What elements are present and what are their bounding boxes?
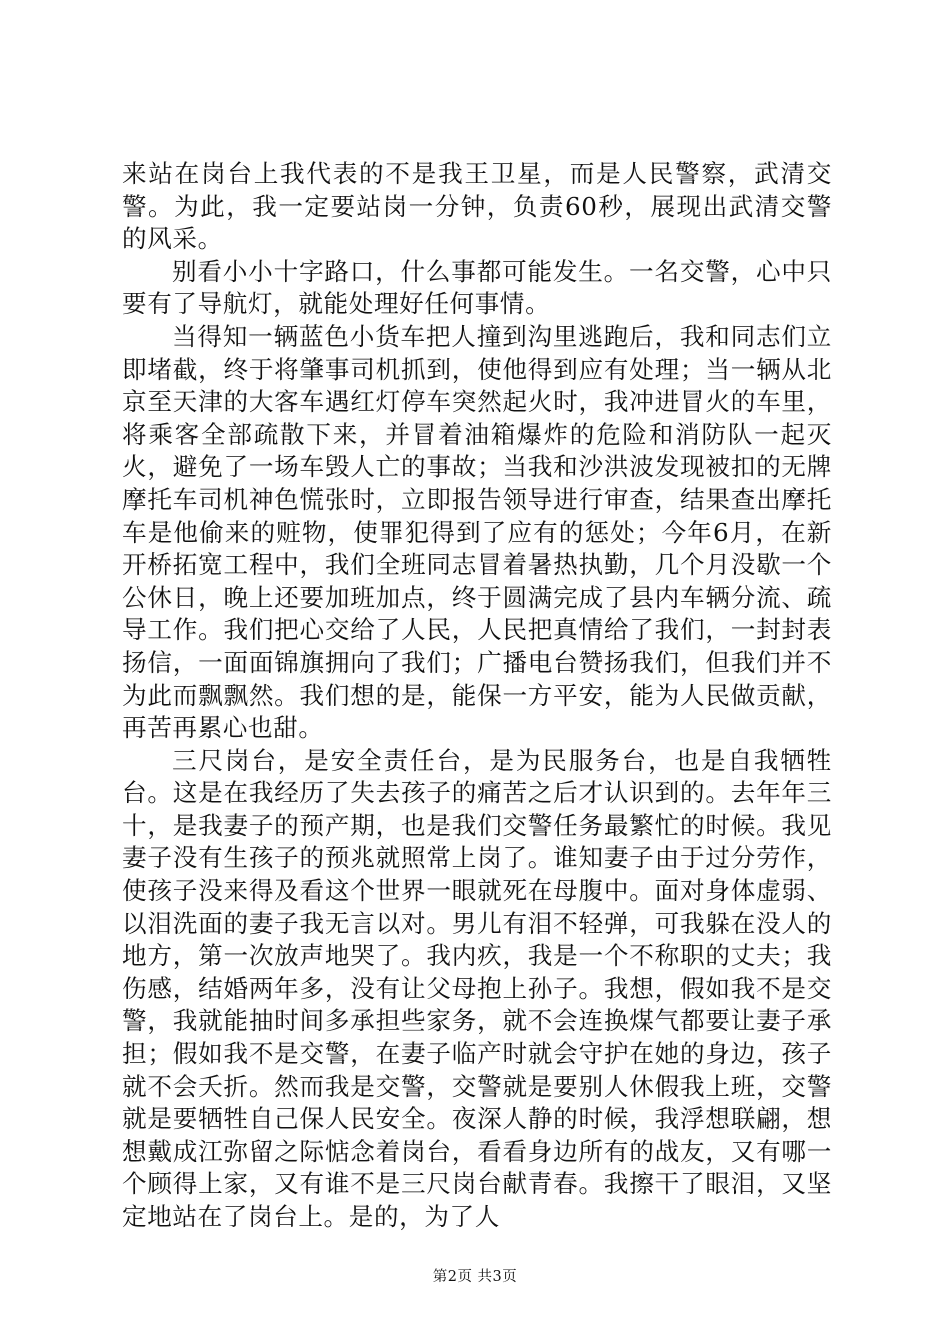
paragraph-2: 别看小小十字路口，什么事都可能发生。一名交警，心中只要有了导航灯，就能处理好任何事情。 <box>122 256 832 319</box>
paragraph-1: 来站在岗台上我代表的不是我王卫星，而是人民警察，武清交警。为此，我一定要站岗一分钟，负责60秒，展现出武清交警的风采。 <box>122 159 832 254</box>
document-body <box>122 158 832 1234</box>
paragraph-3: 当得知一辆蓝色小货车把人撞到沟里逃跑后，我和同志们立即堵截，终于将肇事司机抓到，使他得到应有处理；当一辆从北京至天津的大客车遇红灯停车突然起火时，我冲进冒火的车里，将乘客全部疏散下来，并冒着油箱爆炸的危险和消防队一起灭火，避免了一场车毁人亡的事故；当我和沙洪波发现被扣的无牌摩托车司机神色慌张时，立即报告领导进行审查，结果查出摩托车是他偷来的赃物，使罪犯得到了应有的惩处；今年6月，在新开桥拓宽工程中，我们全班同志冒着暑热执勤，几个月没歇一个公休日，晚上还要加班加点，终于圆满完成了县内车辆分流、疏导工作。我们把心交给了人民，人民把真情给了我们，一封封表扬信，一面面锦旗拥向了我们；广播电台赞扬我们，但我们并不为此而飘飘然。我们想的是，能保一方平安，能为人民做贡献，再苦再累心也甜。 <box>122 321 832 743</box>
page-footer: 第2页 共3页 <box>432 1269 518 1285</box>
paragraph-4: 三尺岗台，是安全责任台，是为民服务台，也是自我牺牲台。这是在我经历了失去孩子的痛苦之后才认识到的。去年年三十，是我妻子的预产期，也是我们交警任务最繁忙的时候。我见妻子没有生孩子的预兆就照常上岗了。谁知妻子由于过分劳作，使孩子没来得及看这个世界一眼就死在母腹中。面对身体虚弱、以泪洗面的妻子我无言以对。男儿有泪不轻弹，可我躲在没人的地方，第一次放声地哭了。我内疚，我是一个不称职的丈夫；我伤感，结婚两年多，没有让父母抱上孙子。我想，假如我不是交警，我就能抽时间多承担些家务，就不会连换煤气都要让妻子承担；假如我不是交警，在妻子临产时就会守护在她的身边，孩子就不会夭折。然而我是交警，交警就是要别人休假我上班，交警就是要牺牲自己保人民安全。夜深人静的时候，我浮想联翩，想想戴成江弥留之际惦念着岗台，看看身边所有的战友，又有哪一个顾得上家，又有谁不是三尺岗台献青春。我擦干了眼泪，又坚定地站在了岗台上。是的，为了人 <box>122 745 832 1231</box>
